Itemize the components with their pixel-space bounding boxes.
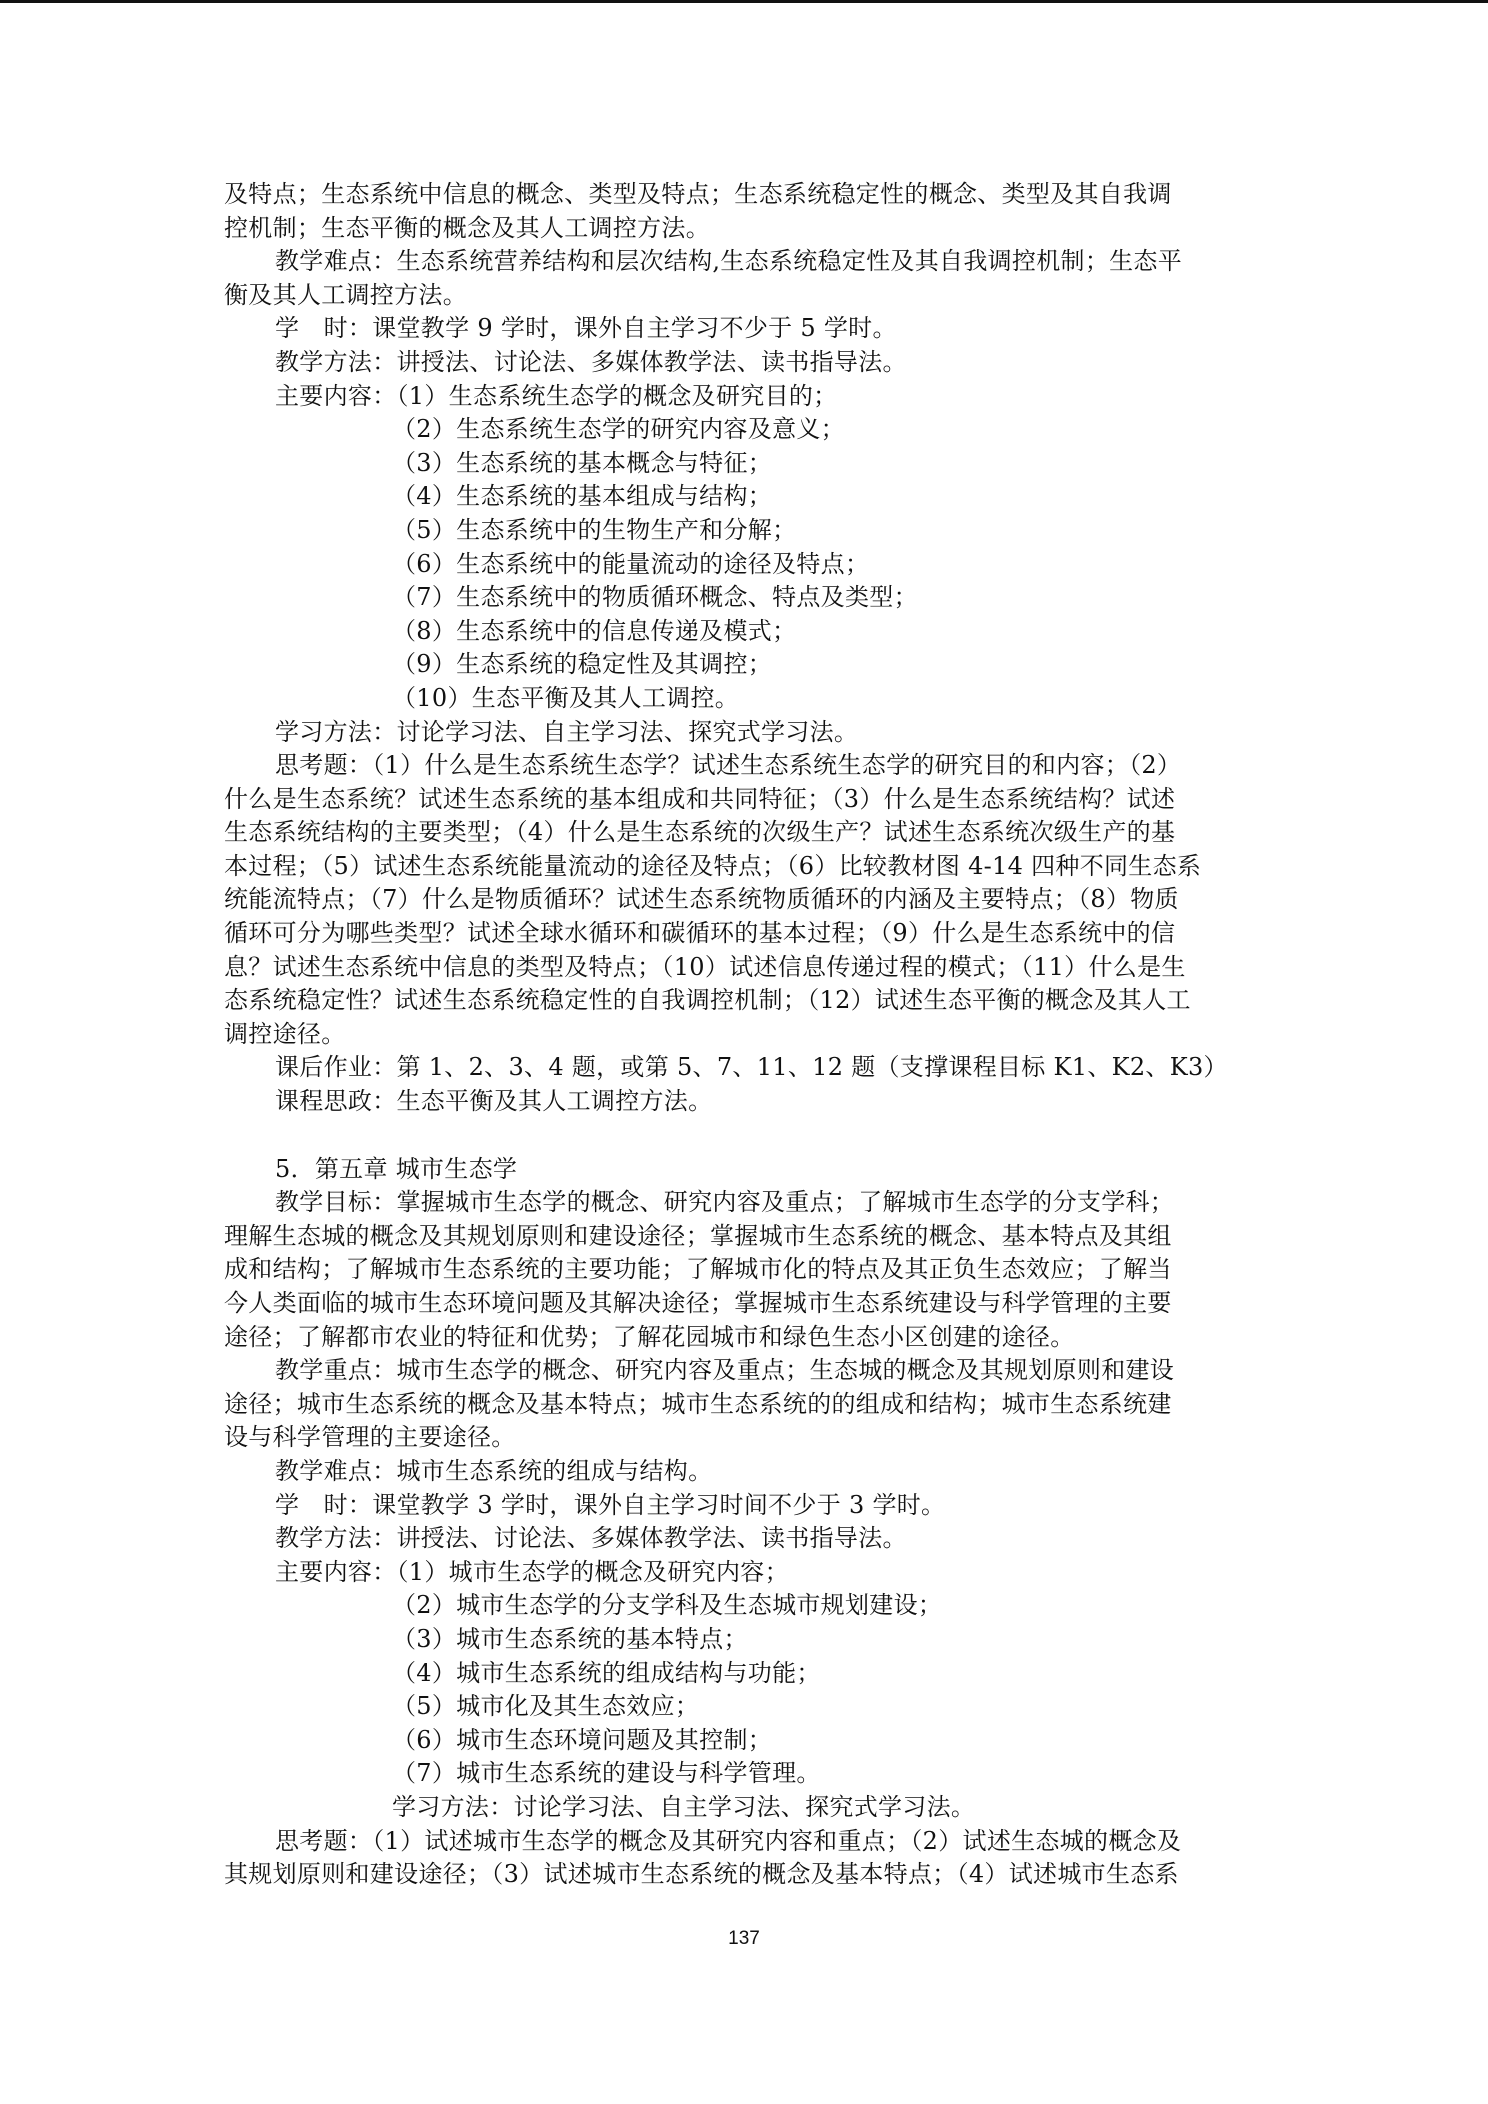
text-line: 控机制；生态平衡的概念及其人工调控方法。 (224, 213, 710, 242)
text-line: 途径；城市生态系统的概念及基本特点；城市生态系统的的组成和结构；城市生态系统建 (224, 1389, 1172, 1418)
text-line: 5．第五章 城市生态学 (275, 1154, 518, 1183)
text-line: （9）生态系统的稳定性及其调控； (392, 650, 773, 679)
text-line: 统能流特点；（7）什么是物质循环？试述生态系统物质循环的内涵及主要特点；（8）物质 (224, 885, 1179, 914)
text-line: 态系统稳定性？试述生态系统稳定性的自我调控机制；（12）试述生态平衡的概念及其人工 (224, 986, 1191, 1015)
text-line: 途径；了解都市农业的特征和优势；了解花园城市和绿色生态小区创建的途径。 (224, 1322, 1075, 1351)
text-line: 学习方法：讨论学习法、自主学习法、探究式学习法。 (275, 717, 859, 746)
text-line: 及特点；生态系统中信息的概念、类型及特点；生态系统稳定性的概念、类型及其自我调 (224, 180, 1172, 208)
page-top-border (0, 0, 1488, 3)
text-line: 主要内容：（1）城市生态学的概念及研究内容； (275, 1557, 789, 1586)
text-line: （3）城市生态系统的基本特点； (392, 1624, 748, 1653)
text-line: （6）生态系统中的能量流动的途径及特点； (392, 549, 870, 578)
text-line: 什么是生态系统？试述生态系统的基本组成和共同特征；（3）什么是生态系统结构？试述 (224, 784, 1176, 813)
text-line: 生态系统结构的主要类型；（4）什么是生态系统的次级生产？试述生态系统次级生产的基 (224, 818, 1176, 847)
text-line: 成和结构；了解城市生态系统的主要功能；了解城市化的特点及其正负生态效应；了解当 (224, 1255, 1172, 1284)
text-line: 本过程；（5）试述生态系统能量流动的途径及特点；（6）比较教材图 4-14 四种不同生态系 (224, 851, 1202, 880)
text-line: 主要内容：（1）生态系统生态学的概念及研究目的； (275, 381, 838, 410)
text-line: 学 时：课堂教学 3 学时，课外自主学习时间不少于 3 学时。 (275, 1490, 946, 1519)
document-body (224, 178, 1264, 1892)
text-line: 息？试述生态系统中信息的类型及特点；（10）试述信息传递过程的模式；（11）什么是生 (224, 952, 1186, 981)
text-line: （2）生态系统生态学的研究内容及意义； (392, 415, 845, 444)
blank-line (224, 1119, 1264, 1153)
text-line: （4）生态系统的基本组成与结构； (392, 482, 773, 511)
text-line: 思考题：（1）什么是生态系统生态学？试述生态系统生态学的研究目的和内容；（2） (275, 751, 1182, 780)
text-line: 教学难点：城市生态系统的组成与结构。 (275, 1456, 713, 1485)
text-line: （5）生态系统中的生物生产和分解； (392, 515, 797, 544)
text-line: 课程思政：生态平衡及其人工调控方法。 (275, 1087, 713, 1116)
text-line: 调控途径。 (224, 1019, 346, 1048)
text-line: （4）城市生态系统的组成结构与功能； (392, 1658, 821, 1687)
text-line: 循环可分为哪些类型？试述全球水循环和碳循环的基本过程；（9）什么是生态系统中的信 (224, 919, 1176, 948)
text-line: 教学方法：讲授法、讨论法、多媒体教学法、读书指导法。 (275, 347, 907, 376)
text-line: （2）城市生态学的分支学科及生态城市规划建设； (392, 1591, 943, 1620)
text-line: （6）城市生态环境问题及其控制； (392, 1725, 773, 1754)
text-line: 教学难点：生态系统营养结构和层次结构,生态系统稳定性及其自我调控机制；生态平 (275, 247, 1183, 276)
page-number: 137 (728, 1928, 760, 1949)
text-line: 课后作业：第 1、2、3、4 题，或第 5、7、11、12 题（支撑课程目标 K1、K2、K3） (275, 1053, 1228, 1082)
text-line: 思考题：（1）试述城市生态学的概念及其研究内容和重点；（2）试述生态城的概念及 (275, 1826, 1182, 1855)
text-line: （10）生态平衡及其人工调控。 (392, 683, 740, 712)
text-line: 设与科学管理的主要途径。 (224, 1423, 516, 1452)
text-line: 理解生态城的概念及其规划原则和建设途径；掌握城市生态系统的概念、基本特点及其组 (224, 1221, 1172, 1250)
text-line: 教学重点：城市生态学的概念、研究内容及重点；生态城的概念及其规划原则和建设 (275, 1356, 1175, 1385)
text-line: （5）城市化及其生态效应； (392, 1692, 700, 1721)
text-line: 学习方法：讨论学习法、自主学习法、探究式学习法。 (392, 1792, 976, 1821)
text-line: （7）生态系统中的物质循环概念、特点及类型； (392, 583, 918, 612)
text-line: 今人类面临的城市生态环境问题及其解决途径；掌握城市生态系统建设与科学管理的主要 (224, 1289, 1172, 1317)
text-line: 教学目标：掌握城市生态学的概念、研究内容及重点；了解城市生态学的分支学科； (275, 1188, 1175, 1217)
text-line: （7）城市生态系统的建设与科学管理。 (392, 1759, 821, 1788)
text-line: （3）生态系统的基本概念与特征； (392, 448, 773, 477)
text-line: 衡及其人工调控方法。 (224, 280, 467, 309)
text-line: 学 时：课堂教学 9 学时，课外自主学习不少于 5 学时。 (275, 314, 897, 343)
text-line: （8）生态系统中的信息传递及模式； (392, 616, 797, 645)
text-line: 其规划原则和建设途径；（3）试述城市生态系统的概念及基本特点；（4）试述城市生态系 (224, 1860, 1179, 1889)
text-line: 教学方法：讲授法、讨论法、多媒体教学法、读书指导法。 (275, 1524, 907, 1553)
